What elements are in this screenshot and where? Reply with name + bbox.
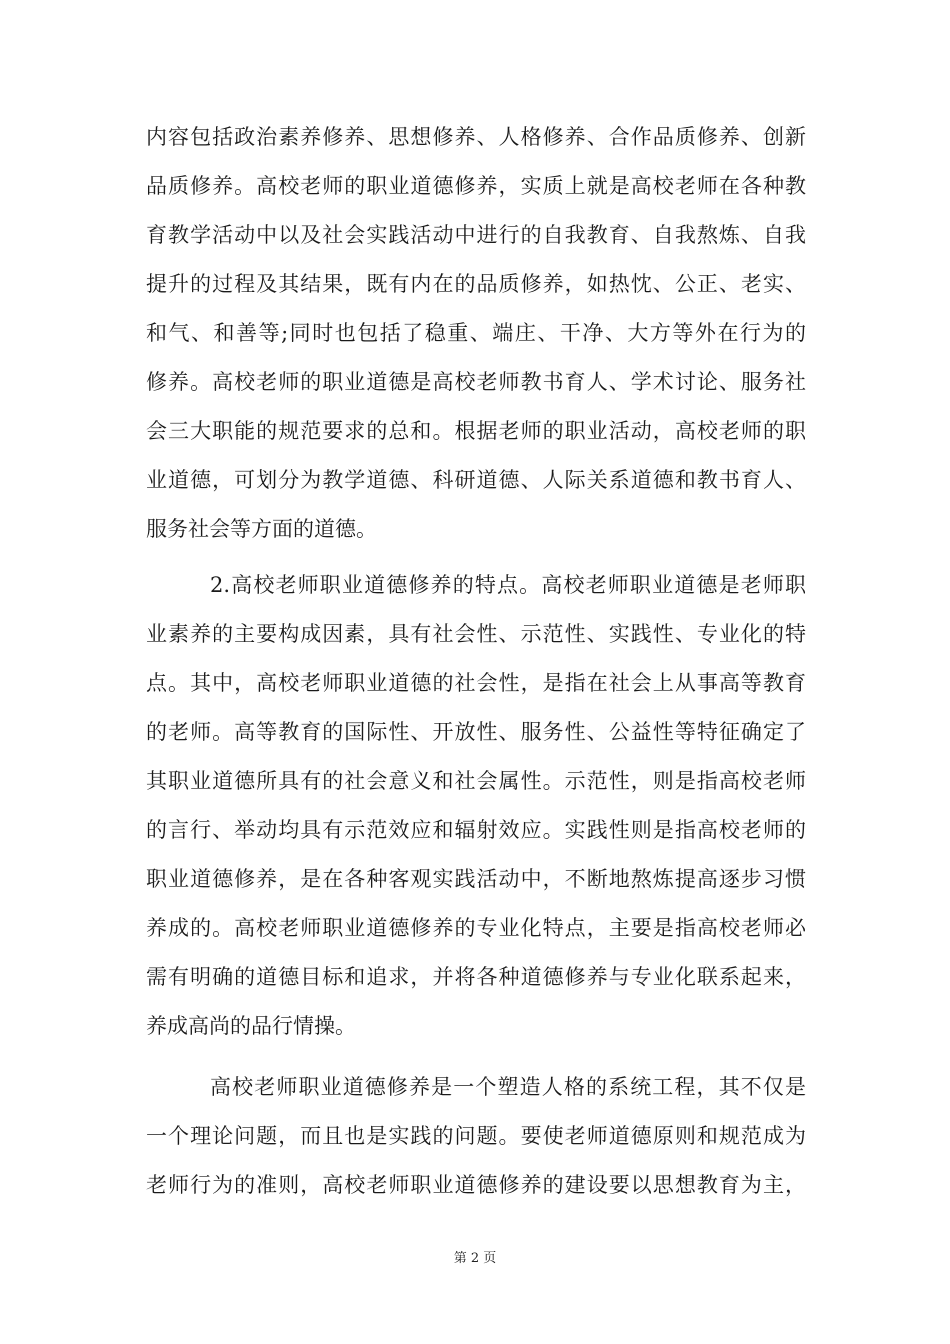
text-line: 服务社会等方面的道德。	[146, 517, 377, 541]
text-line: 业素养的主要构成因素，具有社会性、示范性、实践性、专业化的特	[146, 622, 806, 646]
text-line: 养成的。高校老师职业道德修养的专业化特点，主要是指高校老师必	[146, 916, 806, 940]
text-line: 养成高尚的品行情操。	[146, 1014, 356, 1038]
text-line: 和气、和善等;同时也包括了稳重、端庄、干净、大方等外在行为的	[146, 321, 806, 345]
page-number: 第 2 页	[453, 1251, 497, 1266]
text-line: 品质修养。高校老师的职业道德修养，实质上就是高校老师在各种教	[146, 174, 806, 198]
text-line: 老师行为的准则，高校老师职业道德修养的建设要以思想教育为主，	[146, 1173, 806, 1197]
text-line: 2.高校老师职业道德修养的特点。高校老师职业道德是老师职	[210, 573, 806, 597]
text-line: 提升的过程及其结果，既有内在的品质修养，如热忱、公正、老实、	[146, 272, 806, 296]
text-line: 育教学活动中以及社会实践活动中进行的自我教育、自我熬炼、自我	[146, 223, 806, 247]
text-line: 的老师。高等教育的国际性、开放性、服务性、公益性等特征确定了	[146, 720, 806, 744]
text-line: 内容包括政治素养修养、思想修养、人格修养、合作品质修养、创新	[146, 125, 806, 149]
text-line: 会三大职能的规范要求的总和。根据老师的职业活动，高校老师的职	[146, 419, 806, 443]
text-line: 其职业道德所具有的社会意义和社会属性。示范性，则是指高校老师	[146, 769, 806, 793]
text-line: 一个理论问题，而且也是实践的问题。要使老师道德原则和规范成为	[146, 1124, 806, 1148]
text-line: 高校老师职业道德修养是一个塑造人格的系统工程，其不仅是	[210, 1075, 806, 1099]
text-line: 的言行、举动均具有示范效应和辐射效应。实践性则是指高校老师的	[146, 818, 806, 842]
paragraph-ethics-characteristics	[146, 561, 806, 1051]
text-line: 修养。高校老师的职业道德是高校老师教书育人、学术讨论、服务社	[146, 370, 806, 394]
paragraph-systematic-project	[146, 1063, 806, 1210]
paragraph-professional-ethics-content	[146, 113, 806, 554]
text-line: 点。其中，高校老师职业道德的社会性，是指在社会上从事高等教育	[146, 671, 806, 695]
text-line: 需有明确的道德目标和追求，并将各种道德修养与专业化联系起来，	[146, 965, 806, 989]
text-line: 业道德，可划分为教学道德、科研道德、人际关系道德和教书育人、	[146, 468, 806, 492]
text-line: 职业道德修养，是在各种客观实践活动中，不断地熬炼提高逐步习惯	[146, 867, 806, 891]
